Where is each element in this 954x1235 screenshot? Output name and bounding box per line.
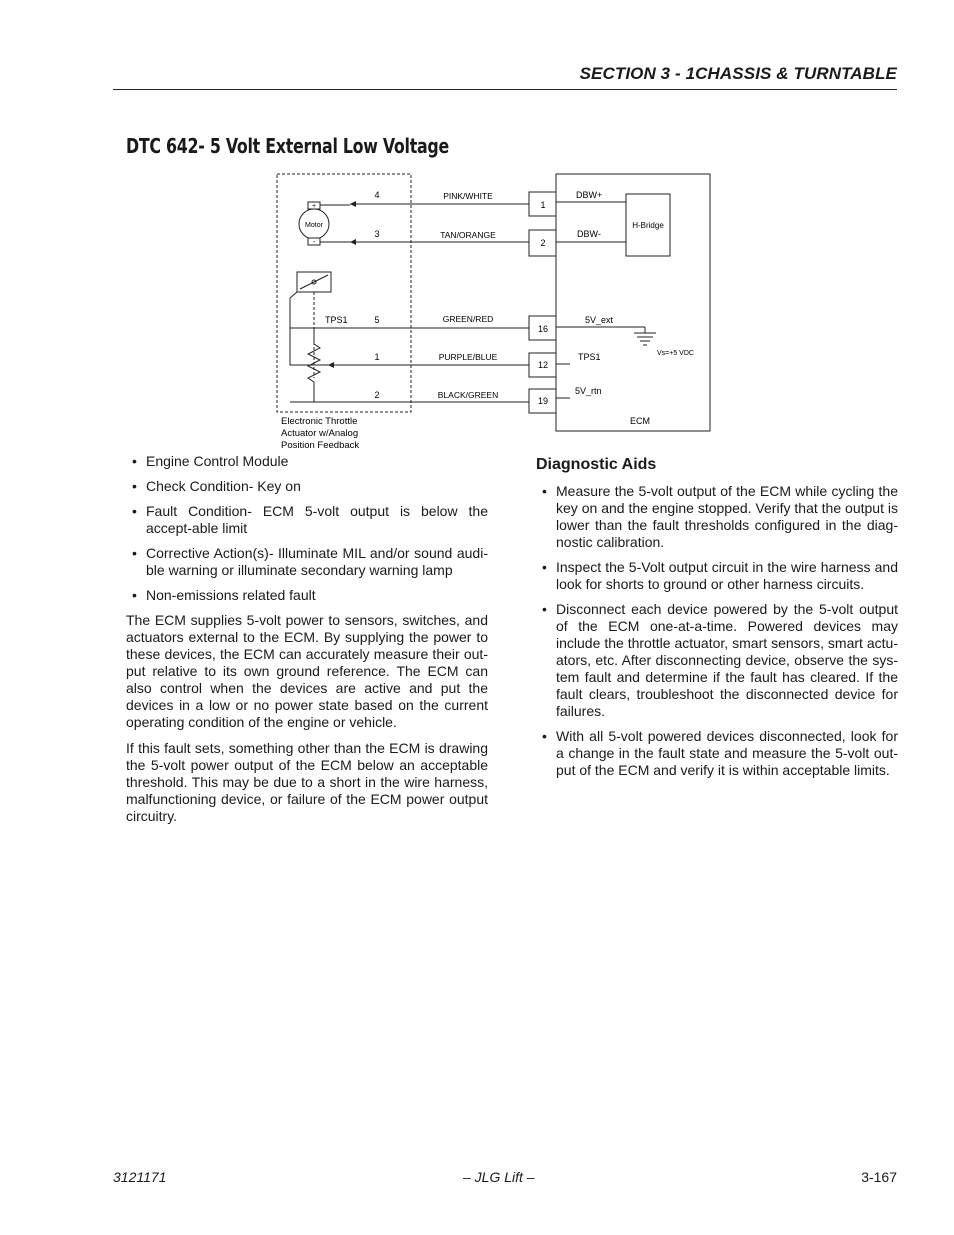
motor-minus-label: - [312,239,316,246]
wire-label: PINK/WHITE [443,191,493,201]
ecm-signal-label: 5V_rtn [575,386,602,396]
svg-text:Actuator w/Analog: Actuator w/Analog [281,428,359,439]
wire-label: TAN/ORANGE [440,230,496,240]
list-item: • Measure the 5-volt output of the ECM while cycling the key on and the engine stopped. Verify that the output is lower than the fault thresholds configured in the diag-nostic calibration. [536,483,898,551]
vs-label: Vs=+5 VDC [657,350,694,357]
diagnostic-aids-list [536,483,898,779]
actuator-pin-number: 5 [374,315,380,325]
ecm-pin-number: 19 [537,396,549,406]
header-rule [113,89,897,90]
throttle-linkage [290,272,331,378]
actuator-caption [281,416,359,451]
wire-label: PURPLE/BLUE [438,352,498,362]
actuator-pin-number: 3 [374,229,380,239]
tps-label: TPS1 [325,315,348,325]
body-paragraph: If this fault sets, something other than the ECM is drawing the 5-volt power output of the ECM below an acceptable threshold. This may be due to a short in the wire harness, malfunctioning device, or failure of the ECM power output circuitry. [126,740,488,824]
list-item: • With all 5-volt powered devices disconnected, look for a change in the fault state and measure the 5-volt out-put of the ECM and verify it is within acceptable limits. [536,728,898,779]
motor-label: Motor [305,222,323,229]
ecm-signal-label: DBW+ [576,190,603,200]
list-item: • Engine Control Module [126,453,488,470]
actuator-pin-number: 4 [374,190,380,200]
ecm-pin-number: 16 [537,324,549,334]
wire-label: GREEN/RED [442,314,494,324]
list-item: • Disconnect each device powered by the 5-volt output of the ECM one-at-a-time. Powered devices may include the throttle actuator, smart sensors, smart actu-ators, etc. After disconnecting device, observe the sys-tem fault and determine if the fault has cleared. If the fault clears, troubleshoot the disconnected device for failures. [536,601,898,720]
section-header: SECTION 3 - 1CHASSIS & TURNTABLE [579,64,897,83]
ecm-signal-label: DBW- [577,229,601,239]
actuator-pin-number: 1 [374,352,380,362]
actuator-boundary [277,174,411,412]
footer-page-number: 3-167 [861,1169,897,1185]
condition-list [126,453,488,604]
ecm-pin-number: 2 [540,238,546,248]
diagnostic-aids-heading: Diagnostic Aids [536,456,657,473]
svg-text:Electronic Throttle: Electronic Throttle [281,416,358,427]
left-column [126,453,488,834]
body-paragraph: The ECM supplies 5-volt power to sensors, switches, and actuators external to the ECM. By supplying the power to these devices, the ECM can accurately measure their out-put relative to its own ground reference. The ECM can also control when the devices are active and put the devices in a low or no power state based on the current operating condition of the engine or vehicle. [126,612,488,730]
ecm-signal-label: 5V_ext [585,315,614,325]
ecm-label: ECM [630,416,650,426]
footer-publisher: – JLG Lift – [463,1169,535,1185]
motor-plus-label: + [311,203,317,210]
list-item: • Corrective Action(s)- Illuminate MIL and/or sound audi-ble warning or illuminate secondary warning lamp [126,545,488,579]
list-item: • Check Condition- Key on [126,478,488,495]
ecm-signal-label: TPS1 [578,352,601,362]
ecm-pin-number: 12 [537,360,549,370]
list-item: • Non-emissions related fault [126,587,488,604]
wiring-diagram [270,168,720,458]
actuator-pin-number: 2 [374,390,380,400]
page-title: DTC 642- 5 Volt External Low Voltage [126,134,449,158]
hbridge-label: H-Bridge [632,221,664,230]
svg-text:Position Feedback: Position Feedback [281,440,360,451]
list-item: • Fault Condition- ECM 5-volt output is below the accept-able limit [126,503,488,537]
right-column [536,453,898,787]
list-item: • Inspect the 5-Volt output circuit in the wire harness and look for shorts to ground or other harness circuits. [536,559,898,593]
ecm-pin-number: 1 [540,200,546,210]
footer-doc-number: 3121171 [113,1169,167,1185]
wire-label: BLACK/GREEN [437,390,499,400]
